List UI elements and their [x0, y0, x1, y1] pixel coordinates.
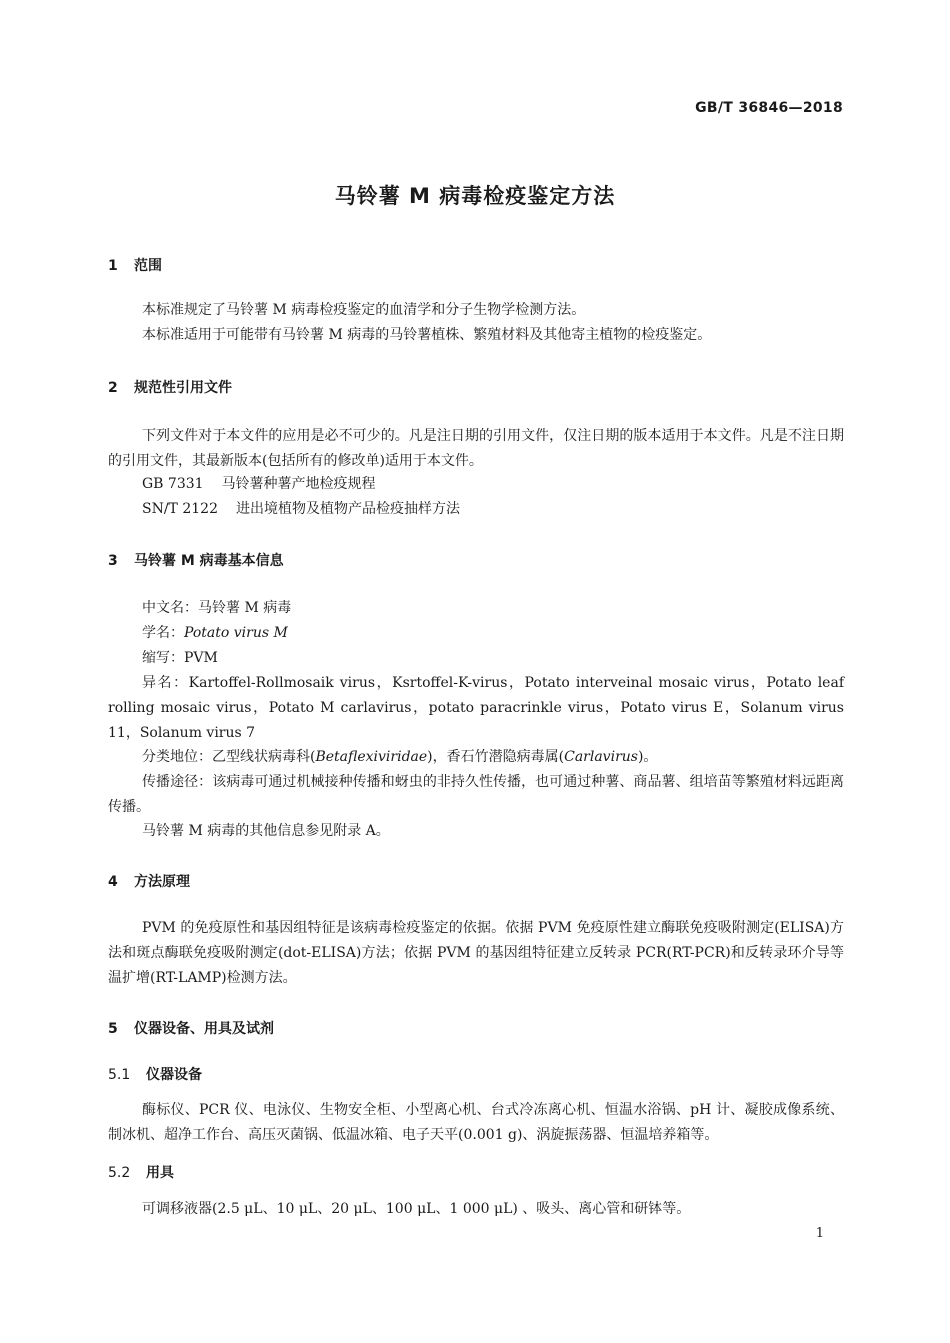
subsection-number: 5.1 [108, 1067, 131, 1083]
section-title: 方法原理 [134, 874, 190, 890]
transmission: 传播途径：该病毒可通过机械接种传播和蚜虫的非持久性传播，也可通过种薯、商品薯、组培苗等繁殖材料远距离传播。 [108, 774, 844, 815]
section-title: 仪器设备、用具及试剂 [134, 1021, 274, 1037]
section-5-1-paragraph-1: 酶标仪、PCR 仪、电泳仪、生物安全柜、小型离心机、台式冷冻离心机、恒温水浴锅、pH 计、凝胶成像系统、制冰机、超净工作台、高压灭菌锅、低温冰箱、电子天平(0.001 g)、涡旋振荡器、恒温培养箱等。 [108, 1102, 844, 1143]
taxonomy-genus: Carlavirus [564, 749, 638, 765]
section-1-paragraph-2: 本标准适用于可能带有马铃薯 M 病毒的马铃薯植株、繁殖材料及其他寄主植物的检疫鉴定。 [142, 327, 712, 343]
section-title: 范围 [134, 258, 162, 274]
section-number: 4 [108, 874, 118, 890]
taxonomy-middle: )，香石竹潜隐病毒属( [427, 749, 565, 765]
section-5-2-paragraph-1: 可调移液器(2.5 μL、10 μL、20 μL、100 μL、1 000 μL) 、吸头、离心管和研钵等。 [142, 1201, 691, 1217]
synonyms: 异名：Kartoffel-Rollmosaik virus，Ksrtoffel-K-virus，Potato interveinal mosaic virus，Potato leaf rolling mosaic virus，Potato M carlavirus，potato paracrinkle virus，Potato virus E，Solanum virus 11，Solanum virus 7 [108, 675, 844, 741]
section-5-2-heading [108, 1162, 174, 1182]
section-title: 马铃薯 M 病毒基本信息 [134, 553, 284, 569]
document-title: 马铃薯 M 病毒检疫鉴定方法 [334, 184, 616, 208]
section-1-heading [108, 255, 162, 275]
section-2-heading [108, 377, 232, 397]
taxonomy [142, 745, 657, 770]
page-number: 1 [815, 1226, 824, 1241]
abbreviation: 缩写：PVM [142, 650, 218, 666]
scientific-name-value: Potato virus M [184, 625, 288, 641]
reference-name: 进出境植物及植物产品检疫抽样方法 [235, 501, 460, 517]
section-title: 规范性引用文件 [134, 380, 232, 396]
chinese-name: 中文名：马铃薯 M 病毒 [142, 600, 292, 616]
taxonomy-suffix: )。 [637, 749, 658, 765]
appendix-note: 马铃薯 M 病毒的其他信息参见附录 A。 [142, 823, 390, 839]
section-2-paragraph-1: 下列文件对于本文件的应用是必不可少的。凡是注日期的引用文件，仅注日期的版本适用于本文件。凡是不注日期的引用文件，其最新版本(包括所有的修改单)适用于本文件。 [108, 428, 844, 469]
subsection-title: 用具 [146, 1165, 174, 1181]
reference-code: GB 7331 [142, 476, 204, 492]
subsection-title: 仪器设备 [146, 1067, 202, 1083]
section-number: 2 [108, 380, 118, 396]
section-5-heading [108, 1018, 274, 1038]
section-number: 3 [108, 553, 118, 569]
section-number: 1 [108, 258, 118, 274]
section-4-heading [108, 871, 190, 891]
reference-name: 马铃薯种薯产地检疫规程 [221, 476, 376, 492]
scientific-name-label: 学名： [142, 625, 184, 641]
taxonomy-family: Betaflexiviridae [315, 749, 428, 765]
taxonomy-prefix: 分类地位：乙型线状病毒科( [142, 749, 316, 765]
section-5-1-heading [108, 1064, 202, 1084]
reference-item [142, 472, 376, 497]
subsection-number: 5.2 [108, 1165, 131, 1181]
section-3-heading [108, 550, 284, 570]
section-4-paragraph-1: PVM 的免疫原性和基因组特征是该病毒检疫鉴定的依据。依据 PVM 免疫原性建立酶联免疫吸附测定(ELISA)方法和斑点酶联免疫吸附测定(dot-ELISA)方法；依据 PVM 的基因组特征建立反转录 PCR(RT-PCR)和反转录环介导等温扩增(RT-LAMP)检测方法。 [108, 920, 844, 986]
scientific-name [142, 621, 288, 646]
standard-number: GB/T 36846—2018 [695, 100, 843, 116]
reference-item [142, 497, 460, 522]
reference-code: SN/T 2122 [142, 501, 218, 517]
section-1-paragraph-1: 本标准规定了马铃薯 M 病毒检疫鉴定的血清学和分子生物学检测方法。 [142, 302, 586, 318]
section-number: 5 [108, 1021, 118, 1037]
